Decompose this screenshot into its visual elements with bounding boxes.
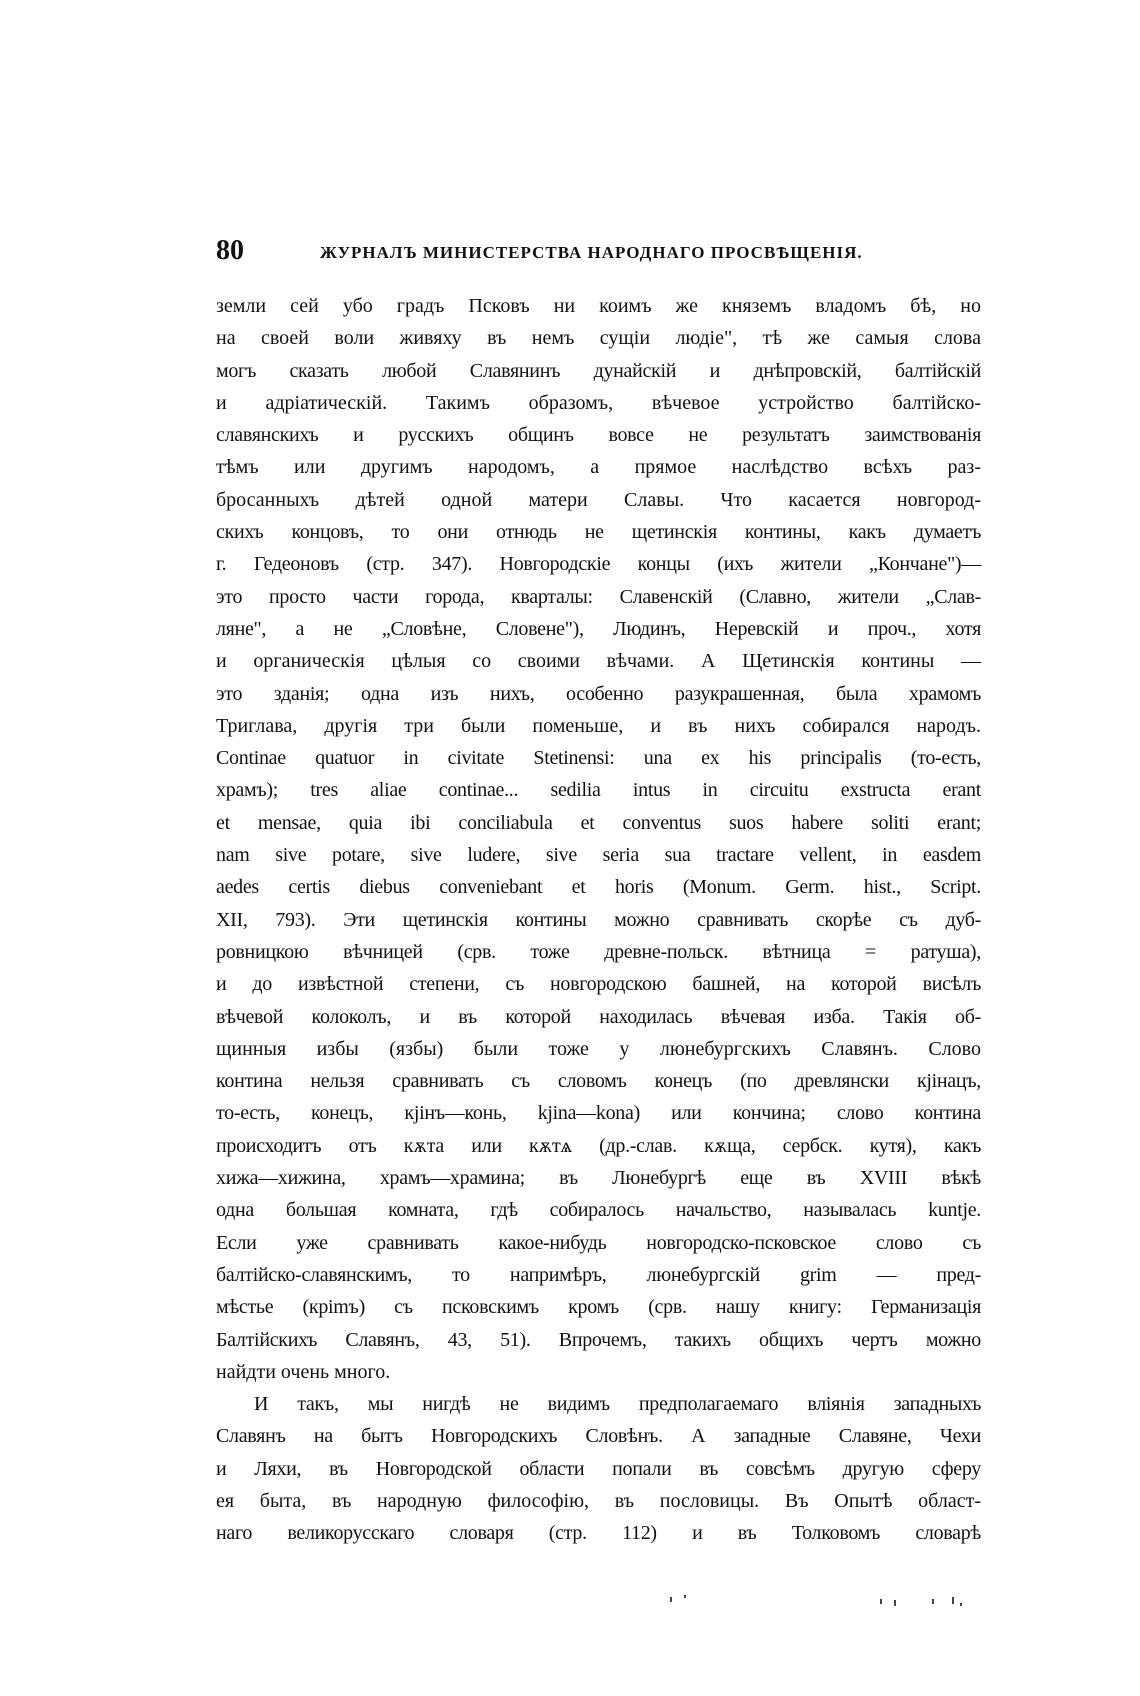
text-line: и органическія цѣлыя со своими вѣчами. А Щетинскія контины —	[216, 650, 981, 673]
text-line: Славянъ на бытъ Новгородскихъ Словѣнъ. А западные Славяне, Чехи	[216, 1425, 981, 1448]
text-line: и до извѣстной степени, съ новгородскою башней, на которой висѣлъ	[216, 973, 981, 996]
text-line: и Ляхи, въ Новгородской области попали въ совсѣмъ другую сферу	[216, 1457, 981, 1480]
text-line: вѣчевой колоколъ, и въ которой находилась вѣчевая изба. Такія об-	[216, 1005, 981, 1028]
paragraph-1	[216, 290, 981, 1388]
text-line: et mensae, quia ibi conciliabula et conventus suos habere soliti erant;	[216, 811, 981, 834]
text-line: найдти очень много.	[216, 1360, 391, 1383]
text-line: славянскихъ и русскихъ общинъ вовсе не результатъ заимствованія	[216, 424, 981, 447]
body-text	[216, 290, 981, 1550]
text-line: земли сей убо градъ Псковъ ни коимъ же княземъ владомъ бѣ, но	[216, 295, 981, 317]
scan-speck	[684, 1595, 686, 1598]
scan-speck	[932, 1599, 934, 1604]
text-line: это зданія; одна изъ нихъ, особенно разукрашенная, была храмомъ	[216, 682, 981, 705]
text-line: щинныя избы (язбы) были тоже у люнебургскихъ Славянъ. Слово	[216, 1037, 981, 1060]
text-line: происходитъ отъ кѫта или кѫтѧ (др.-слав. кѫщa, сербск. кутя), какъ	[216, 1134, 981, 1157]
text-line: Триглава, другія три были поменьше, и въ нихъ собирался народъ.	[216, 714, 981, 737]
text-line: тѣмъ или другимъ народомъ, а прямое наслѣдство всѣхъ раз-	[216, 456, 981, 479]
text-line: ея быта, въ народную философію, въ пословицы. Въ Опытѣ област-	[216, 1489, 981, 1512]
text-line: храмъ); tres aliae continae... sedilia intus in circuitu exstructa erant	[216, 779, 981, 802]
text-line: мѣстье (кріmъ) съ псковскимъ кромъ (срв. нашу книгу: Германизація	[216, 1296, 981, 1319]
paragraph-2	[216, 1388, 981, 1549]
text-line: и адріатическій. Такимъ образомъ, вѣчевое устройство балтійско-	[216, 391, 981, 414]
text-line: это просто части города, кварталы: Славенскій (Славно, жители „Слав-	[216, 585, 981, 608]
text-line: контина нельзя сравнивать съ словомъ конецъ (по древлянски кјінацъ,	[216, 1070, 981, 1093]
text-line: aedes certis diebus conveniebant et horis (Monum. Germ. hist., Script.	[216, 876, 981, 899]
text-line: Если уже сравнивать какое-нибудь новгородско-псковское слово съ	[216, 1231, 981, 1254]
text-line: одна большая комната, гдѣ собиралось начальство, называлась kuntje.	[216, 1199, 981, 1222]
text-line: наго великорусскаго словаря (стр. 112) и въ Толковомъ словарѣ	[216, 1522, 981, 1545]
text-line: г. Гедеоновъ (стр. 347). Новгородскіе концы (ихъ жители „Кончане")—	[216, 553, 981, 576]
text-line: то-есть, конецъ, кјінъ—конь, kjina—kona) или кончина; слово контина	[216, 1102, 981, 1125]
text-line: балтійско-славянскимъ, то напримѣръ, люнебургскій grim — пред-	[216, 1263, 981, 1286]
scan-speck	[880, 1599, 882, 1604]
text-line: бросанныхъ дѣтей одной матери Славы. Что касается новгород-	[216, 488, 981, 511]
scan-speck	[894, 1600, 896, 1606]
text-line: скихъ концовъ, то они отнюдь не щетинскія контины, какъ думаетъ	[216, 521, 981, 544]
scan-speck	[960, 1603, 962, 1606]
page-number: 80	[216, 235, 244, 266]
text-line: хижа—хижина, храмъ—храмина; въ Люнебургѣ еще въ XVIII вѣкѣ	[216, 1167, 981, 1190]
scan-speck	[670, 1597, 672, 1602]
scan-speck	[952, 1597, 954, 1604]
text-line: nam sive potare, sive ludere, sive seria sua tractare vellent, in easdem	[216, 844, 981, 867]
text-line: Continae quatuor in civitate Stetinensi: una ex his principalis (то-есть,	[216, 747, 981, 770]
text-line: XII, 793). Эти щетинскія контины можно сравнивать скорѣе съ дуб-	[216, 908, 981, 931]
text-line: И такъ, мы нигдѣ не видимъ предполагаемаго вліянія западныхъ	[254, 1393, 981, 1416]
text-line: Балтійскихъ Славянъ, 43, 51). Впрочемъ, такихъ общихъ чертъ можно	[216, 1328, 981, 1351]
scan-specks	[670, 1595, 970, 1615]
running-head: ЖУРНАЛЪ МИНИСТЕРСТВА НАРОДНАГО ПРОСВѢЩЕНІЯ.	[320, 243, 863, 262]
text-line: ляне", а не „Словѣне, Словене"), Людинъ, Неревскій и проч., хотя	[216, 617, 981, 640]
text-line: могъ сказать любой Славянинъ дунайскій и днѣпровскій, балтійскій	[216, 359, 981, 382]
text-line: ровницкою вѣчницей (срв. тоже древне-польск. вѣтница = ратуша),	[216, 940, 981, 963]
page-header	[216, 234, 981, 274]
text-line: на своей воли живяху въ немъ сущіи людіе", тѣ же самыя слова	[216, 327, 981, 350]
